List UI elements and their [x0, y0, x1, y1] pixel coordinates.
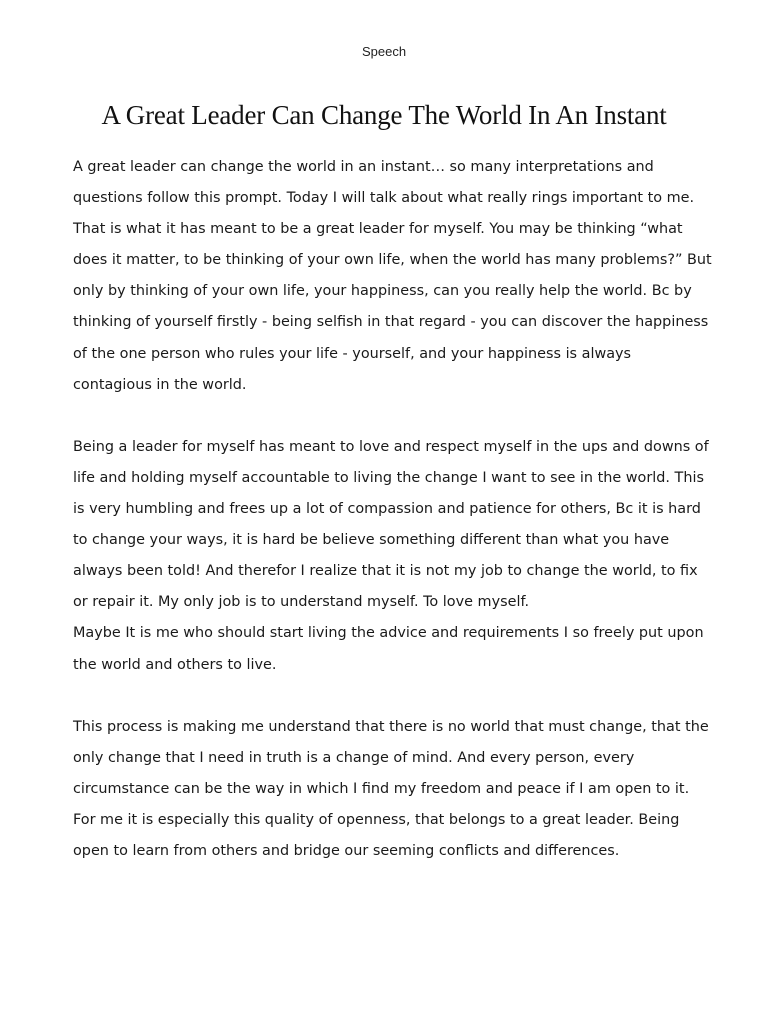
paragraph-2: Being a leader for myself has meant to love and respect myself in the ups and downs of life and holding myself accountable to living the change I want to see in the world. This is very humbling and frees up a lot of compassion and patience for others, Bc it is hard to change your ways, it is hard be believe something different than what you have always been told! And therefor I realize that it is not my job to change the world, to fix or repair it. My only job is to understand myself. To love myself. — [73, 438, 709, 611]
paragraph-1: A great leader can change the world in an instant… so many interpretations and questions follow this prompt. Today I will talk about what really rings important to me. That is what it has meant to be a great leader for myself. You may be thinking “what does it matter, to be thinking of your own life, when the world has many problems?” But only by thinking of your own life, your happiness, can you really help the world. Bc by thinking of yourself firstly - being selfish in that regard - you can discover the happiness of the one person who rules your life - yourself, and your happiness is always contagious in the world. — [73, 159, 712, 393]
document-body — [73, 152, 713, 867]
paragraph-3: Maybe It is me who should start living the advice and requirements I so freely put upon the world and others to live. — [73, 625, 704, 673]
paragraph-gap — [73, 401, 713, 432]
paragraph-4: This process is making me understand that there is no world that must change, that the only change that I need in truth is a change of mind. And every person, every circumstance can be the way in which I find my freedom and peace if I am open to it. For me it is especially this quality of openness, that belongs to a great leader. Being open to learn from others and bridge our seeming conflicts and differences. — [73, 718, 709, 860]
document-title: A Great Leader Can Change The World In An Instant — [101, 100, 667, 130]
paragraph-gap — [73, 681, 713, 712]
page-header: Speech — [361, 44, 407, 59]
